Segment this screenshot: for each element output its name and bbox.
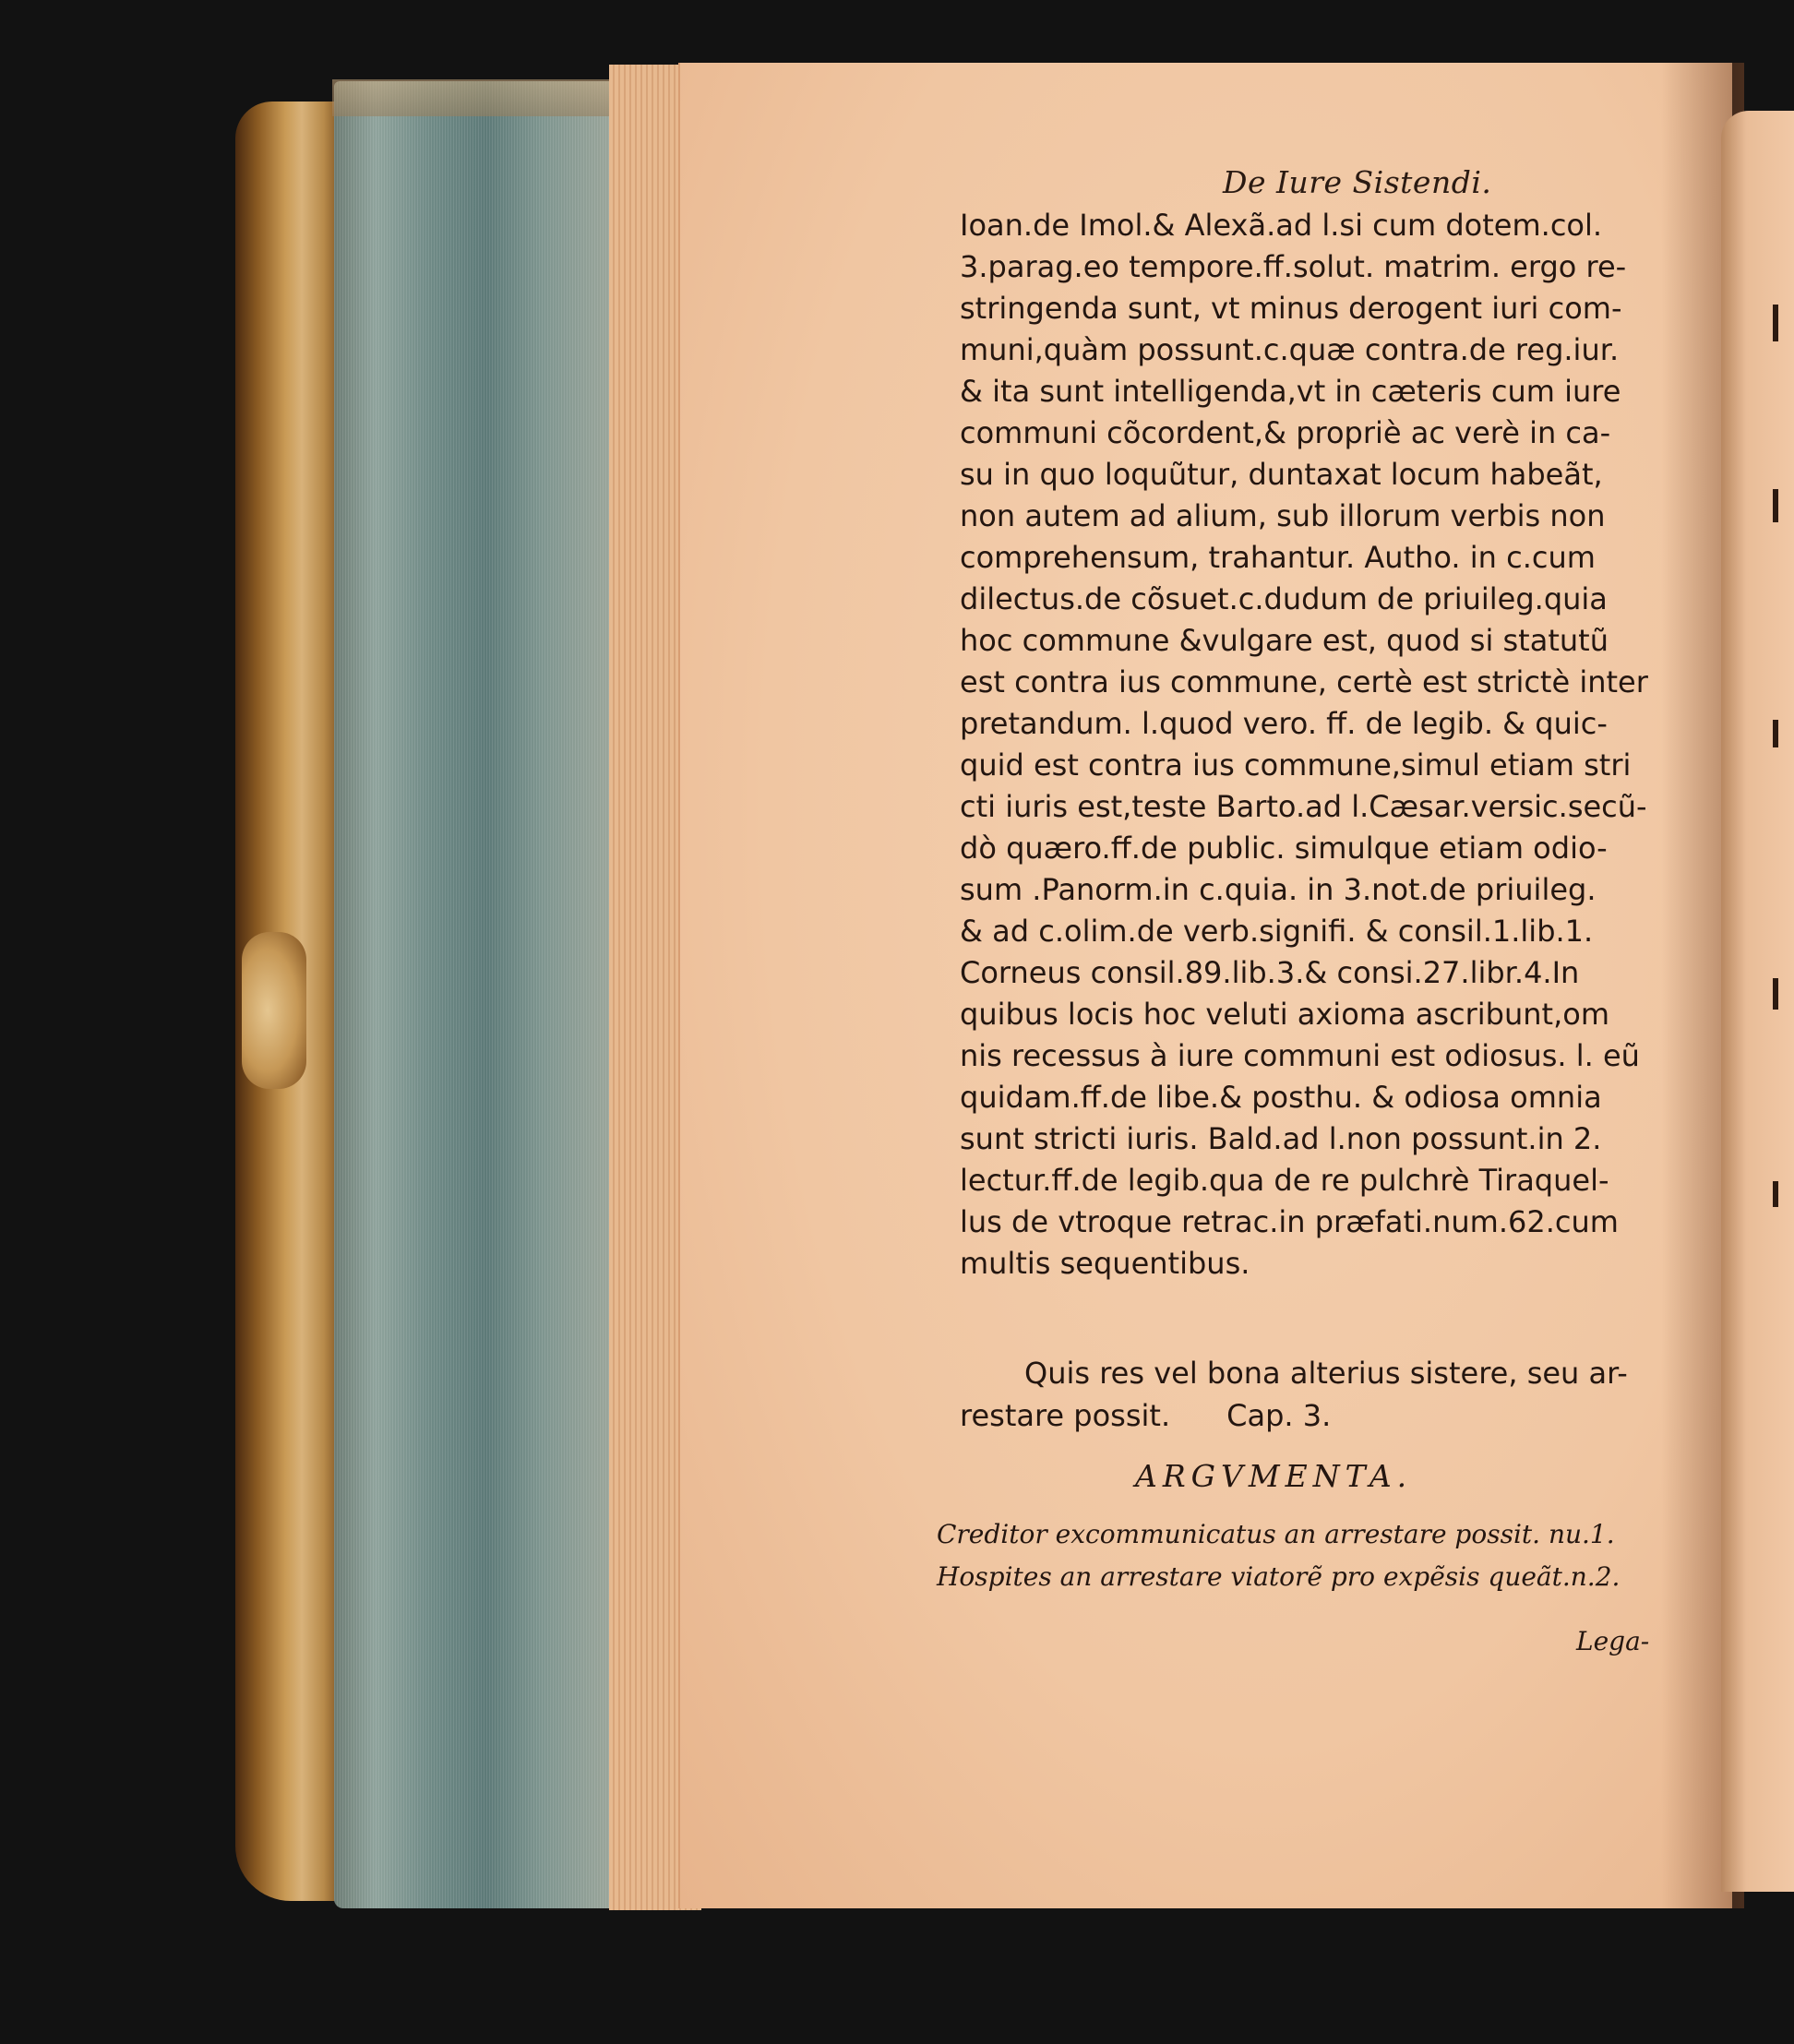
chapter-heading-line: restare possit. Cap. 3. [960,1398,1332,1433]
body-text [960,205,1698,1285]
text-line: 3.parag.eo tempore.ff.solut. matrim. ergo re- [960,249,1627,284]
text-line: & ita sunt intelligenda,vt in cæteris cum iure [960,374,1621,409]
argumenta-title: ARGVMENTA. [1135,1458,1413,1494]
argumenta-line: Hospites an arrestare viatorẽ pro expẽsis queãt.n.2. [937,1561,1621,1592]
text-line: multis sequentibus. [960,1246,1250,1281]
running-head: De Iure Sistendi. [1223,164,1492,200]
facing-page-text-marks [1767,277,1782,1661]
text-line: Corneus consil.89.lib.3.& consi.27.libr.4.In [960,955,1580,990]
catchword: Lega- [1576,1626,1650,1656]
text-line: quidam.ff.de libe.& posthu. & odiosa omnia [960,1080,1602,1115]
text-line: Ioan.de Imol.& Alexã.ad l.si cum dotem.col. [960,208,1603,243]
text-line: sunt stricti iuris. Bald.ad l.non possunt.in 2. [960,1121,1602,1156]
text-line: quibus locis hoc veluti axioma ascribunt,om [960,997,1609,1032]
chapter-heading [960,1352,1698,1437]
text-line: pretandum. l.quod vero. ff. de legib. & quic- [960,706,1608,741]
text-line: dilectus.de cõsuet.c.dudum de priuileg.quia [960,581,1608,616]
text-line: stringenda sunt, vt minus derogent iuri com- [960,291,1622,326]
argumenta-line: Creditor excommunicatus an arrestare possit. nu.1. [937,1519,1615,1549]
text-line: lectur.ff.de legib.qua de re pulchrè Tiraquel- [960,1163,1609,1198]
spine-bulge [242,932,306,1089]
text-line: hoc commune &vulgare est, quod si statutũ [960,623,1609,658]
text-line: non autem ad alium, sub illorum verbis non [960,498,1606,533]
text-line: est contra ius commune, certè est strictè inter [960,664,1648,699]
chapter-heading-line: Quis res vel bona alterius sistere, seu ar- [1024,1356,1628,1391]
text-line: lus de vtroque retrac.in præfati.num.62.cum [960,1204,1619,1239]
page-block-fore-edge [334,81,611,1908]
text-line: dò quæro.ff.de public. simulque etiam odio- [960,831,1608,866]
page-block-top-edge [332,79,618,116]
text-line: nis recessus à iure communi est odiosus. l. eũ [960,1038,1640,1073]
text-line: cti iuris est,teste Barto.ad l.Cæsar.versic.secũ- [960,789,1647,824]
text-line: quid est contra ius commune,simul etiam stri [960,747,1632,783]
argumenta-list [937,1513,1703,1598]
text-line: communi cõcordent,& propriè ac verè in ca- [960,415,1611,450]
text-line: sum .Panorm.in c.quia. in 3.not.de priuileg. [960,872,1597,907]
facing-page-sliver [1721,111,1794,1892]
text-line: & ad c.olim.de verb.signifi. & consil.1.lib.1. [960,914,1594,949]
text-line: su in quo loquũtur, duntaxat locum habeãt, [960,457,1603,492]
text-line: comprehensum, trahantur. Autho. in c.cum [960,540,1596,575]
text-line: muni,quàm possunt.c.quæ contra.de reg.iur. [960,332,1620,367]
